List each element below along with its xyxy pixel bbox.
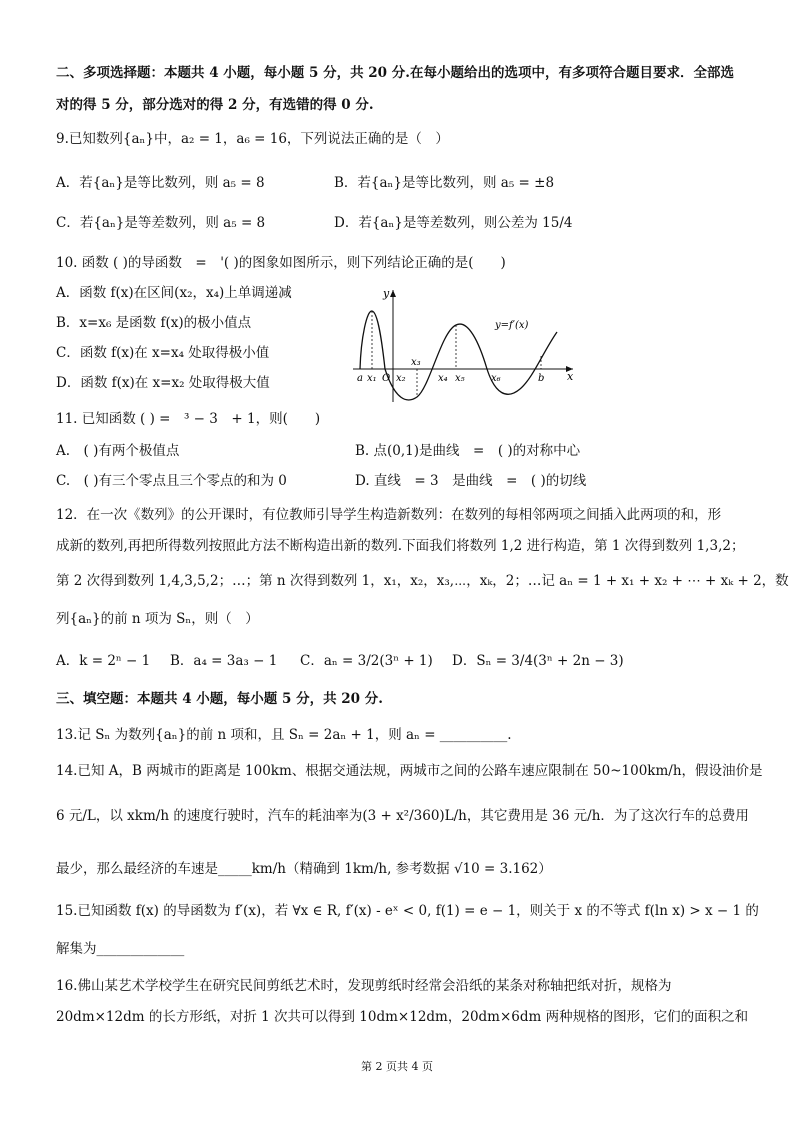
q15-line2: 解集为_____________ xyxy=(56,941,185,957)
q12-option-a: A．k = 2ⁿ − 1 xyxy=(56,653,151,669)
y-axis-label: y xyxy=(383,287,390,300)
q11-option-c: C. ( )有三个零点且三个零点的和为 0 xyxy=(56,473,287,489)
q9-option-b: B．若{aₙ}是等比数列，则 a₅ = ±8 xyxy=(334,175,555,191)
q11-option-b: B. 点(0,1)是曲线 = ( )的对称中心 xyxy=(355,443,581,459)
label-x6: x₆ xyxy=(491,373,501,384)
q12-line1: 12．在一次《数列》的公开课时，有位教师引导学生构造新数列：在数列的每相邻两项之间插入此两项的和，形 xyxy=(56,507,722,523)
q12-line2: 成新的数列,再把所得数列按照此方法不断构造出新的数列.下面我们将数列 1,2 进行构造，第 1 次得到数列 1,3,2； xyxy=(56,538,745,554)
q14-line2: 6 元/L，以 xkm/h 的速度行驶时，汽车的耗油率为(3 + x²/360)L/h，其它费用是 36 元/h．为了这次行车的总费用 xyxy=(56,808,749,824)
q10-stem: 10. 函数 ( )的导函数 = '( )的图象如图所示，则下列结论正确的是( ) xyxy=(56,255,506,271)
page-footer: 第 2 页共 4 页 xyxy=(361,1060,433,1073)
q12-line3: 第 2 次得到数列 1,4,3,5,2；…；第 n 次得到数列 1，x₁，x₂，x₃,⋯，xₖ，2；…记 aₙ = 1 + x₁ + x₂ + ⋯ + xₖ + 2，数 xyxy=(56,573,789,589)
q12-option-b: B．a₄ = 3a₃ − 1 xyxy=(170,653,278,669)
derivative-graph xyxy=(345,282,580,407)
q11-stem: 11. 已知函数 ( ) = ³ − 3 + 1，则( ) xyxy=(56,411,321,427)
q12-option-d: D．Sₙ = 3/4(3ⁿ + 2n − 3) xyxy=(452,653,624,669)
curve-label: y=f′(x) xyxy=(495,320,529,331)
q12-option-c: C．aₙ = 3/2(3ⁿ + 1) xyxy=(300,653,433,669)
q10-option-d: D．函数 f(x)在 x=x₂ 处取得极大值 xyxy=(56,375,270,391)
q14-line3: 最少，那么最经济的车速是_____km/h（精确到 1km/h, 参考数据 √10 = 3.162） xyxy=(56,861,552,877)
label-x4: x₄ xyxy=(438,373,448,384)
q11-option-a: A. ( )有两个极值点 xyxy=(56,443,180,459)
q16-line1: 16.佛山某艺术学校学生在研究民间剪纸艺术时，发现剪纸时经常会沿纸的某条对称轴把纸对折，规格为 xyxy=(56,978,672,994)
label-x3: x₃ xyxy=(411,357,421,368)
q10-option-b: B．x=x₆ 是函数 f(x)的极小值点 xyxy=(56,315,252,331)
q9-option-a: A．若{aₙ}是等比数列，则 a₅ = 8 xyxy=(56,175,265,191)
q15-line1: 15.已知函数 f(x) 的导函数为 f′(x)，若 ∀x ∈ R, f′(x) - eˣ < 0, f(1) = e − 1，则关于 x 的不等式 f(ln x) > x − 1 的 xyxy=(56,903,759,919)
y-axis-arrow xyxy=(390,290,396,297)
label-origin: O xyxy=(382,373,391,384)
label-a: a xyxy=(357,373,363,384)
section2-title-line2: 对的得 5 分，部分选对的得 2 分，有选错的得 0 分. xyxy=(56,97,374,113)
q10-option-a: A．函数 f(x)在区间(x₂，x₄)上单调递减 xyxy=(56,285,292,301)
q13-text: 13.记 Sₙ 为数列{aₙ}的前 n 项和，且 Sₙ = 2aₙ + 1，则 aₙ = __________. xyxy=(56,727,512,743)
q12-line4: 列{aₙ}的前 n 项为 Sₙ，则（ ） xyxy=(56,611,259,627)
label-x1: x₁ xyxy=(367,373,377,384)
q16-line2: 20dm×12dm 的长方形纸，对折 1 次共可以得到 10dm×12dm，20dm×6dm 两种规格的图形，它们的面积之和 xyxy=(56,1009,749,1025)
label-x5: x₅ xyxy=(455,373,465,384)
q14-line1: 14.已知 A，B 两城市的距离是 100km、根据交通法规，两城市之间的公路车速应限制在 50~100km/h，假设油价是 xyxy=(56,763,763,779)
q10-option-c: C．函数 f(x)在 x=x₄ 处取得极小值 xyxy=(56,345,270,361)
q9-option-c: C．若{aₙ}是等差数列，则 a₅ = 8 xyxy=(56,215,266,231)
section3-title: 三、填空题：本题共 4 小题，每小题 5 分，共 20 分. xyxy=(56,691,383,707)
label-x2: x₂ xyxy=(396,373,406,384)
x-axis-label: x xyxy=(567,370,574,383)
q11-option-d: D. 直线 = 3 是曲线 = ( )的切线 xyxy=(355,473,587,489)
label-b: b xyxy=(538,373,545,384)
section2-title-line1: 二、多项选择题：本题共 4 小题，每小题 5 分，共 20 分.在每小题给出的选项中，有多项符合题目要求．全部选 xyxy=(56,65,734,81)
q9-option-d: D．若{aₙ}是等差数列，则公差为 15/4 xyxy=(334,215,573,231)
q9-stem: 9.已知数列{aₙ}中，a₂ = 1，a₆ = 16，下列说法正确的是（ ） xyxy=(56,131,449,147)
